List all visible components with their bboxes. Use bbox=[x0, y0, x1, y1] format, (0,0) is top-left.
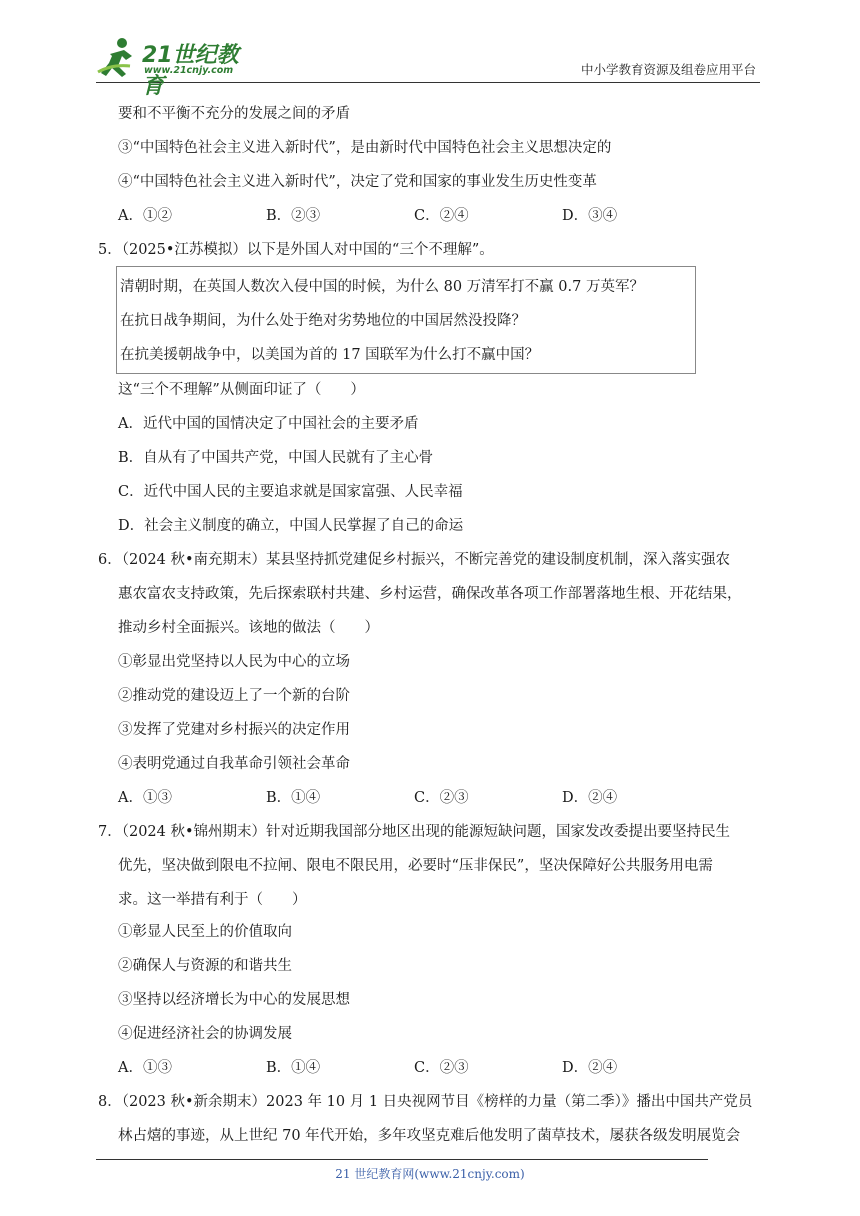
site-logo bbox=[96, 36, 256, 99]
choice-a: A．①③ bbox=[118, 1060, 172, 1076]
text-line: 求。这一举措有利于（ ） bbox=[118, 892, 307, 908]
statement-2: ②确保人与资源的和谐共生 bbox=[118, 958, 292, 974]
text-line: 优先，坚决做到限电不拉闸、限电不限民用，必要时“压非保民”，坚决保障好公共服务用电需 bbox=[118, 858, 713, 874]
logo-text: 21世纪教育 bbox=[142, 43, 239, 99]
statement-3: ③发挥了党建对乡村振兴的决定作用 bbox=[118, 722, 350, 738]
question-5: 5．（2025•江苏模拟）以下是外国人对中国的“三个不理解”。 bbox=[98, 242, 494, 258]
statement-1: ①彰显人民至上的价值取向 bbox=[118, 924, 292, 940]
text-line: ③“中国特色社会主义进入新时代”，是由新时代中国特色社会主义思想决定的 bbox=[118, 140, 612, 156]
platform-title: 中小学教育资源及组卷应用平台 bbox=[580, 62, 756, 77]
statement-4: ④促进经济社会的协调发展 bbox=[118, 1026, 292, 1042]
choice-b: B．①④ bbox=[266, 1060, 321, 1076]
text-line: 林占熺的事迹，从上世纪 70 年代开始，多年攻坚克难后他发明了菌草技术，屡获各级发明展览会 bbox=[118, 1128, 741, 1144]
choice-a: A．近代中国的国情决定了中国社会的主要矛盾 bbox=[118, 416, 419, 432]
quote-line: 在抗日战争期间，为什么处于绝对劣势地位的中国居然没投降？ bbox=[120, 313, 526, 329]
text-line: 推动乡村全面振兴。该地的做法（ ） bbox=[118, 620, 379, 636]
text-line: ④“中国特色社会主义进入新时代”，决定了党和国家的事业发生历史性变革 bbox=[118, 174, 597, 190]
text-line: 要和不平衡不充分的发展之间的矛盾 bbox=[118, 106, 350, 122]
statement-3: ③坚持以经济增长为中心的发展思想 bbox=[118, 992, 350, 1008]
choice-d: D．②④ bbox=[562, 790, 618, 806]
choice-d: D．②④ bbox=[562, 1060, 618, 1076]
choice-a: A．①③ bbox=[118, 790, 172, 806]
question-7: 7．（2024 秋•锦州期末）针对近期我国部分地区出现的能源短缺问题，国家发改委提出要坚持民生 bbox=[98, 824, 731, 840]
quote-line: 清朝时期，在英国人数次入侵中国的时候，为什么 80 万清军打不赢 0.7 万英军？ bbox=[120, 279, 644, 295]
choice-c: C．近代中国人民的主要追求就是国家富强、人民幸福 bbox=[118, 484, 463, 500]
question-6: 6．（2024 秋•南充期末）某县坚持抓党建促乡村振兴，不断完善党的建设制度机制，深入落实强农 bbox=[98, 552, 731, 568]
question-8: 8．（2023 秋•新余期末）2023 年 10 月 1 日央视网节目《榜样的力量（第二季）》播出中国共产党员 bbox=[98, 1094, 753, 1110]
logo-url: www.21cnjy.com bbox=[144, 65, 234, 76]
runner-logo-icon bbox=[96, 36, 142, 80]
statement-1: ①彰显出党坚持以人民为中心的立场 bbox=[118, 654, 350, 670]
quote-line: 在抗美援朝战争中，以美国为首的 17 国联军为什么打不赢中国？ bbox=[120, 347, 540, 363]
page-footer: 21 世纪教育网(www.21cnjy.com) bbox=[335, 1167, 525, 1181]
choice-b: B．①④ bbox=[266, 790, 321, 806]
footer-divider bbox=[96, 1159, 708, 1160]
choice-c: C．②③ bbox=[414, 1060, 469, 1076]
question-stem: 这“三个不理解”从侧面印证了（ ） bbox=[118, 382, 365, 398]
page-header bbox=[96, 34, 760, 99]
choice-a: A．①② bbox=[118, 208, 172, 224]
choice-d: D．社会主义制度的确立，中国人民掌握了自己的命运 bbox=[118, 518, 464, 534]
choice-d: D．③④ bbox=[562, 208, 618, 224]
choice-c: C．②③ bbox=[414, 790, 469, 806]
statement-4: ④表明党通过自我革命引领社会革命 bbox=[118, 756, 350, 772]
choice-b: B．自从有了中国共产党，中国人民就有了主心骨 bbox=[118, 450, 434, 466]
choice-c: C．②④ bbox=[414, 208, 469, 224]
statement-2: ②推动党的建设迈上了一个新的台阶 bbox=[118, 688, 350, 704]
text-line: 惠农富农支持政策，先后探索联村共建、乡村运营，确保改革各项工作部署落地生根、开花结果， bbox=[118, 586, 742, 602]
choice-b: B．②③ bbox=[266, 208, 321, 224]
